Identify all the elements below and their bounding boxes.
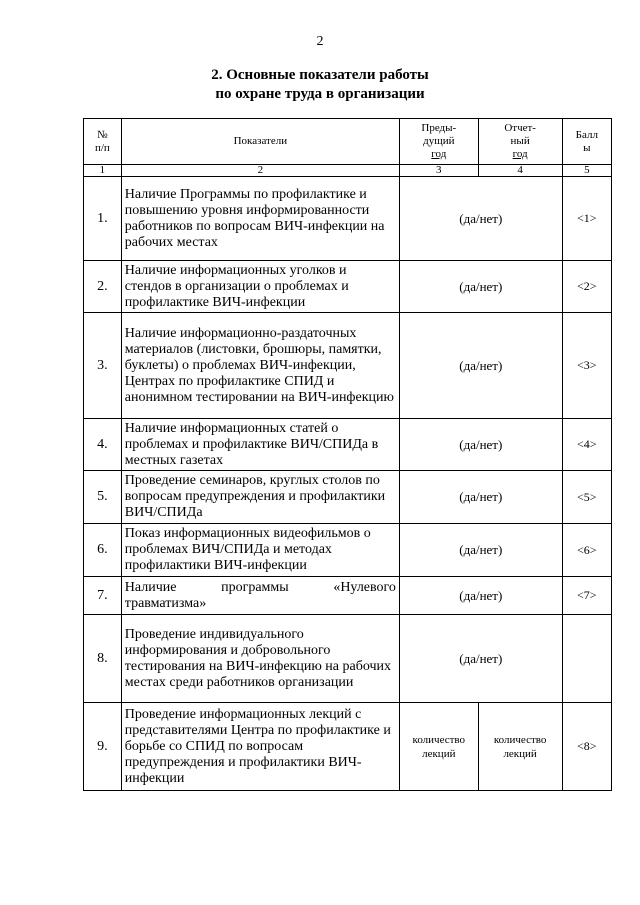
table-row <box>84 615 612 703</box>
score-ref: <3> <box>562 313 611 419</box>
indicator-text: Проведение семинаров, круглых столов по вопросам предупреждения и профилактики ВИЧ/СПИДа <box>121 471 399 524</box>
indicators-table <box>83 118 612 791</box>
header-indicators: Показатели <box>121 119 399 165</box>
row-number: 9. <box>84 703 122 791</box>
column-number: 3 <box>399 165 478 177</box>
answer-yes-no: (да/нет) <box>399 471 562 524</box>
score-ref: <5> <box>562 471 611 524</box>
column-number-row <box>84 165 612 177</box>
previous-year-lectures: количество лекций <box>399 703 478 791</box>
indicator-text: Показ информационных видеофильмов о проблемах ВИЧ/СПИДа и методах профилактики ВИЧ-инфекции <box>121 524 399 577</box>
indicator-text: Наличие информационных статей о проблемах и профилактике ВИЧ/СПИДа в местных газетах <box>121 419 399 471</box>
row-number: 4. <box>84 419 122 471</box>
indicator-text: Проведение индивидуального информирования и добровольного тестирования на ВИЧ-инфекцию на рабочих местах среди работников организации <box>121 615 399 703</box>
table-row <box>84 419 612 471</box>
page-number: 2 <box>316 34 324 49</box>
score-ref: <1> <box>562 177 611 261</box>
row-number: 6. <box>84 524 122 577</box>
score-ref <box>562 615 611 703</box>
answer-yes-no: (да/нет) <box>399 524 562 577</box>
answer-yes-no: (да/нет) <box>399 177 562 261</box>
row-number: 3. <box>84 313 122 419</box>
section-title-line2: по охране труда в организации <box>215 86 425 102</box>
header-previous-year: Преды- дущий год <box>399 119 478 165</box>
indicator-text: Наличие информационно-раздаточных материалов (листовки, брошюры, памятки, буклеты) о проблемах ВИЧ-инфекции, Центрах по профилактике СПИД и анонимном тестировании на ВИЧ-инфекцию <box>121 313 399 419</box>
indicator-text: Наличие программы «Нулевого травматизма» <box>121 577 399 615</box>
table-row <box>84 313 612 419</box>
score-ref: <2> <box>562 261 611 313</box>
answer-yes-no: (да/нет) <box>399 419 562 471</box>
column-number: 2 <box>121 165 399 177</box>
indicator-text: Наличие Программы по профилактике и повышению уровня информированности работников по вопросам ВИЧ-инфекции на рабочих местах <box>121 177 399 261</box>
table-row <box>84 524 612 577</box>
table-row <box>84 261 612 313</box>
score-ref: <8> <box>562 703 611 791</box>
row-number: 2. <box>84 261 122 313</box>
indicator-text: Проведение информационных лекций с представителями Центра по профилактике и борьбе со СПИД по вопросам предупреждения и профилактики ВИЧ-инфекции <box>121 703 399 791</box>
answer-yes-no: (да/нет) <box>399 313 562 419</box>
row-number: 5. <box>84 471 122 524</box>
table-header-row <box>84 119 612 165</box>
indicator-text: Наличие информационных уголков и стендов в организации о проблемах и профилактике ВИЧ-инфекции <box>121 261 399 313</box>
answer-yes-no: (да/нет) <box>399 577 562 615</box>
column-number: 4 <box>478 165 562 177</box>
score-ref: <7> <box>562 577 611 615</box>
header-reporting-year: Отчет- ный год <box>478 119 562 165</box>
section-title <box>0 66 640 104</box>
score-ref: <6> <box>562 524 611 577</box>
row-number: 1. <box>84 177 122 261</box>
table-row <box>84 703 612 791</box>
reporting-year-lectures: количество лекций <box>478 703 562 791</box>
row-number: 7. <box>84 577 122 615</box>
answer-yes-no: (да/нет) <box>399 261 562 313</box>
section-title-line1: 2. Основные показатели работы <box>211 67 429 83</box>
table-row <box>84 177 612 261</box>
table-row <box>84 577 612 615</box>
header-no: № п/п <box>84 119 122 165</box>
row-number: 8. <box>84 615 122 703</box>
column-number: 5 <box>562 165 611 177</box>
table-row <box>84 471 612 524</box>
score-ref: <4> <box>562 419 611 471</box>
answer-yes-no: (да/нет) <box>399 615 562 703</box>
column-number: 1 <box>84 165 122 177</box>
header-score: Балл ы <box>562 119 611 165</box>
